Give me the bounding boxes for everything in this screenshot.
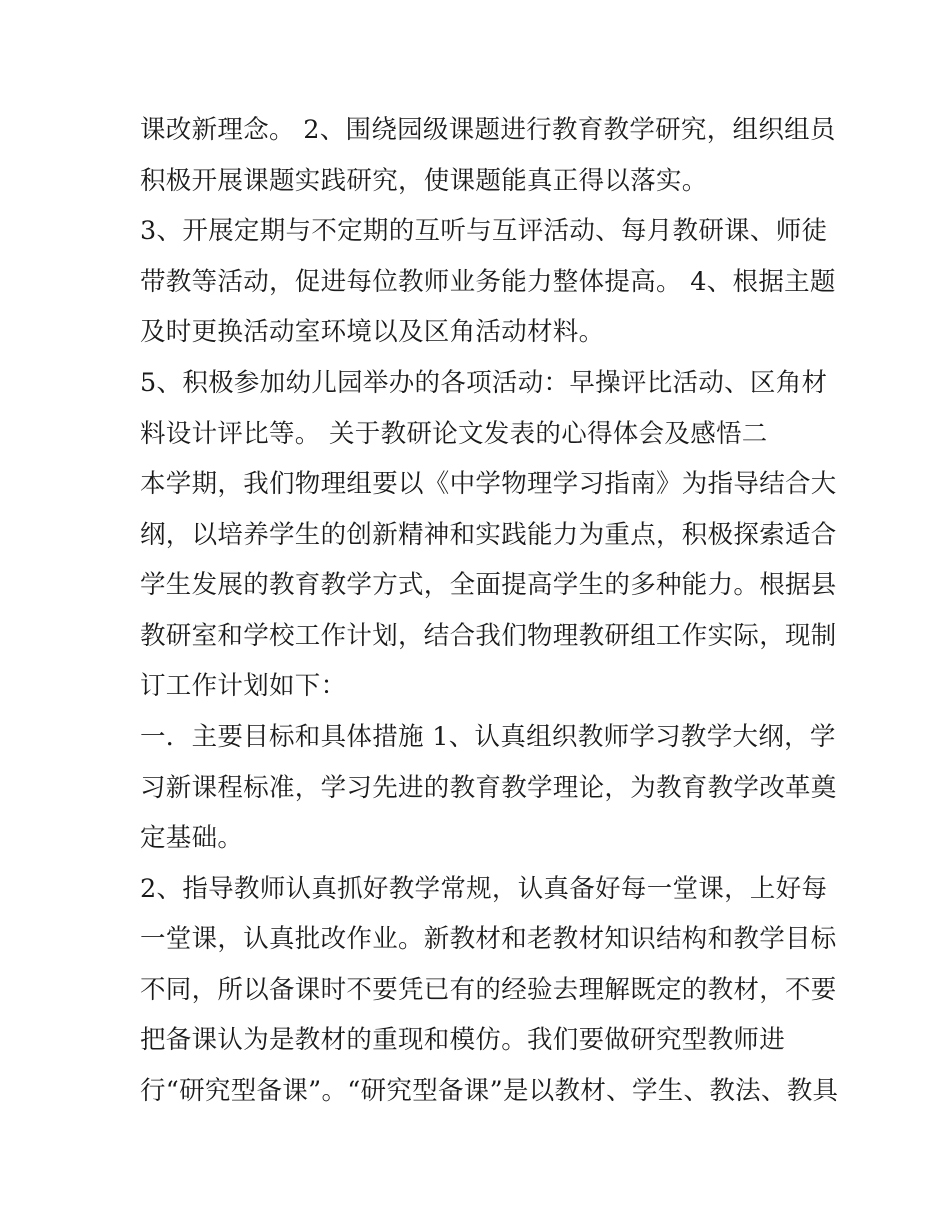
text-line: 一堂课，认真批改作业。新教材和老教材知识结构和教学目标 xyxy=(140,924,837,954)
text-line: 及时更换活动室环境以及区角活动材料。 xyxy=(140,317,605,347)
text-line: 带教等活动，促进每位教师业务能力整体提高。 4、根据主题 xyxy=(140,267,836,297)
text-line: 料设计评比等。 关于教研论文发表的心得体会及感悟二 xyxy=(140,419,768,449)
text-line: 积极开展课题实践研究，使课题能真正得以落实。 xyxy=(140,166,708,196)
text-line: 教研室和学校工作计划，结合我们物理教研组工作实际，现制 xyxy=(140,621,837,651)
text-line: 行“研究型备课”。“研究型备课”是以教材、学生、教法、教具 xyxy=(140,1076,839,1106)
text-line: 把备课认为是教材的重现和模仿。我们要做研究型教师进 xyxy=(140,1025,786,1055)
text-line: 纲，以培养学生的创新精神和实践能力为重点，积极探索适合 xyxy=(140,520,837,550)
text-line: 不同，所以备课时不要凭已有的经验去理解既定的教材，不要 xyxy=(140,975,837,1005)
text-line: 本学期，我们物理组要以《中学物理学习指南》为指导结合大 xyxy=(140,469,837,499)
text-line: 3、开展定期与不定期的互听与互评活动、每月教研课、师徒 xyxy=(140,216,828,246)
text-line: 5、积极参加幼儿园举办的各项活动：早操评比活动、区角材 xyxy=(140,368,828,398)
text-line: 习新课程标准，学习先进的教育教学理论，为教育教学改革奠 xyxy=(140,773,837,803)
text-line: 学生发展的教育教学方式，全面提高学生的多种能力。根据县 xyxy=(140,570,837,600)
text-line: 定基础。 xyxy=(140,823,244,853)
text-line: 2、指导教师认真抓好教学常规，认真备好每一堂课，上好每 xyxy=(140,874,828,904)
text-line: 课改新理念。 2、围绕园级课题进行教育教学研究，组织组员 xyxy=(140,115,836,145)
text-line: 一．主要目标和具体措施 1、认真组织教师学习教学大纲，学 xyxy=(140,722,836,752)
text-line: 订工作计划如下： xyxy=(140,671,347,701)
